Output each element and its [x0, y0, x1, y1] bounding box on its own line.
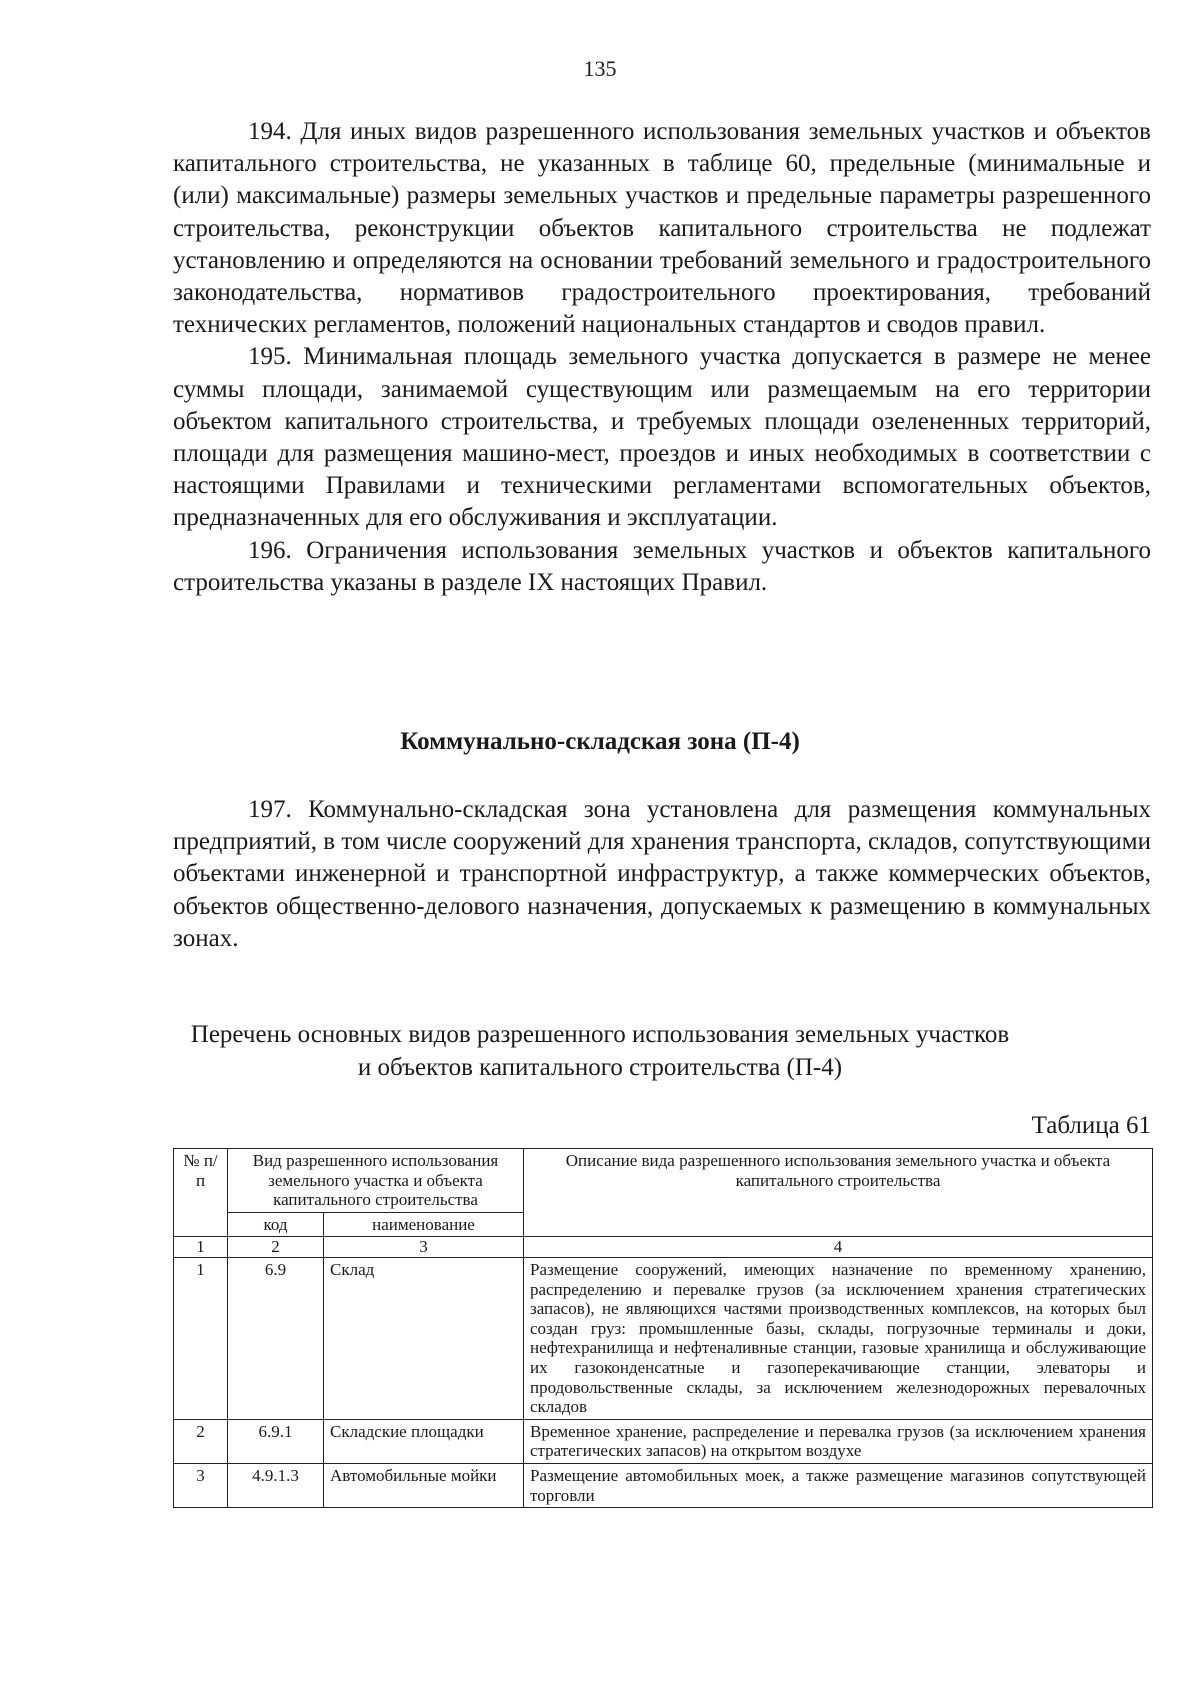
row-code: 4.9.1.3 — [228, 1463, 324, 1507]
header-num: № п/п — [174, 1149, 228, 1237]
table-row — [174, 1419, 1153, 1463]
row-name: Автомобильные мойки — [324, 1463, 524, 1507]
table-column-numbers-row — [174, 1237, 1153, 1258]
row-code: 6.9.1 — [228, 1419, 324, 1463]
column-number: 3 — [324, 1237, 524, 1258]
table-row — [174, 1463, 1153, 1507]
paragraph-block-zone — [173, 794, 1151, 955]
paragraph-196: 196. Ограничения использования земельных участков и объектов капитального строительства указаны в разделе IX настоящих Правил. — [173, 536, 1151, 596]
row-name: Склад — [324, 1257, 524, 1419]
row-description: Размещение сооружений, имеющих назначение по временному хранению, распределению и перевалке грузов (за исключением хранения стратегических запасов), не являющихся частями производственных комплексов, на которых был создан груз: промышленные базы, склады, погрузочные терминалы и доки, нефтехранилища и нефтеналивные станции, газовые хранилища и обслуживающие их газоконденсатные и газоперекачивающие станции, элеваторы и продовольственные склады, за исключением железнодорожных перевалочных складов — [524, 1257, 1153, 1419]
row-num: 1 — [174, 1257, 228, 1419]
header-description: Описание вида разрешенного использования земельного участка и объекта капитального строительства — [524, 1149, 1153, 1237]
row-description: Размещение автомобильных моек, а также размещение магазинов сопутствующей торговли — [524, 1463, 1153, 1507]
list-title — [0, 1018, 1200, 1084]
header-code: код — [228, 1212, 324, 1237]
row-num: 3 — [174, 1463, 228, 1507]
table-row — [174, 1257, 1153, 1419]
paragraph-block — [173, 116, 1151, 599]
row-name: Складские площадки — [324, 1419, 524, 1463]
header-kind: Вид разрешенного использования земельного участка и объекта капитального строительства — [228, 1149, 524, 1213]
table-header-row — [174, 1149, 1153, 1213]
paragraph-194: 194. Для иных видов разрешенного использования земельных участков и объектов капитального строительства, не указанных в таблице 60, предельные (минимальные и (или) максимальные) размеры земельных участков и предельные параметры разрешенного строительства, реконструкции объектов капитального строительства не подлежат установлению и определяются на основании требований земельного и градостроительного законодательства, нормативов градостроительного проектирования, требований технических регламентов, положений национальных стандартов и сводов правил. — [173, 118, 1151, 339]
list-title-line-2: и объектов капитального строительства (П-4) — [357, 1054, 843, 1081]
permitted-use-table — [173, 1148, 1153, 1508]
row-num: 2 — [174, 1419, 228, 1463]
column-number: 1 — [174, 1237, 228, 1258]
table-caption: Таблица 61 — [1031, 1112, 1151, 1139]
column-number: 4 — [524, 1237, 1153, 1258]
row-code: 6.9 — [228, 1257, 324, 1419]
page-number: 135 — [583, 56, 617, 81]
section-heading: Коммунально-складская зона (П-4) — [400, 728, 800, 755]
header-name: наименование — [324, 1212, 524, 1237]
column-number: 2 — [228, 1237, 324, 1258]
paragraph-197: 197. Коммунально-складская зона установлена для размещения коммунальных предприятий, в том числе сооружений для хранения транспорта, складов, сопутствующими объектами инженерной и транспортной инфраструктур, а также коммерческих объектов, объектов общественно-делового назначения, допускаемых к размещению в коммунальных зонах. — [173, 796, 1152, 952]
row-description: Временное хранение, распределение и перевалка грузов (за исключением хранения стратегических запасов) на открытом воздухе — [524, 1419, 1153, 1463]
paragraph-195: 195. Минимальная площадь земельного участка допускается в размере не менее суммы площади, занимаемой существующим или размещаемым на его территории объектом капитального строительства, и требуемых площади озелененных территорий, площади для размещения машино-мест, проездов и иных необходимых в соответствии с настоящими Правилами и техническими регламентами вспомогательных объектов, предназначенных для его обслуживания и эксплуатации. — [173, 343, 1151, 532]
list-title-line-1: Перечень основных видов разрешенного использования земельных участков — [190, 1021, 1010, 1048]
